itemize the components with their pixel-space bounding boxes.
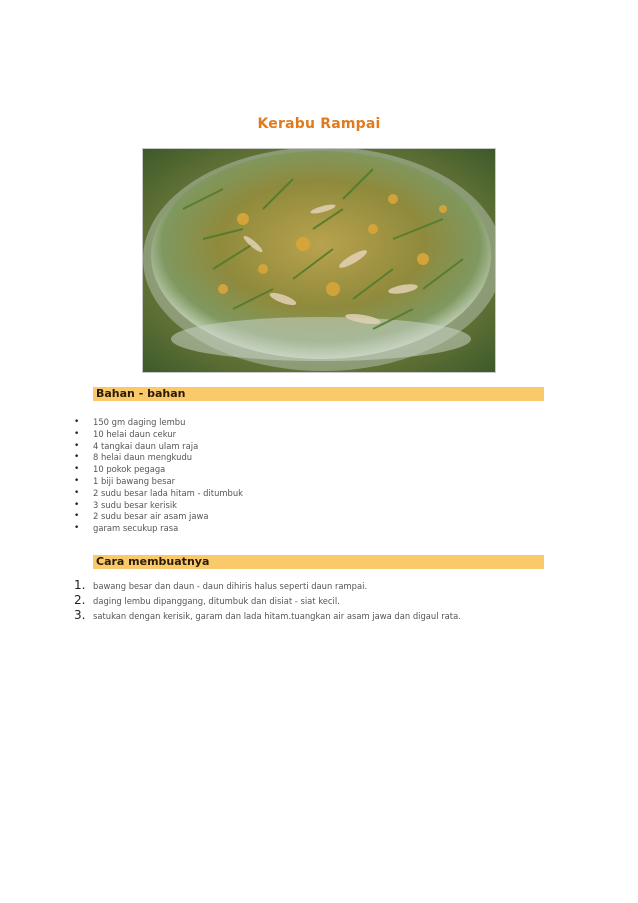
ingredients-heading: Bahan - bahan <box>93 387 544 401</box>
bullet-icon: • <box>74 440 80 451</box>
step-text: bawang besar dan daun - daun dihiris halus seperti daun rampai. <box>93 581 368 591</box>
page-title: Kerabu Rampai <box>257 116 381 132</box>
bullet-icon: • <box>74 523 80 534</box>
bullet-icon: • <box>74 464 80 475</box>
step-number: 2. <box>74 593 86 607</box>
step-text: daging lembu dipanggang, ditumbuk dan disiat - siat kecil. <box>93 596 340 606</box>
method-heading: Cara membuatnya <box>93 555 544 569</box>
bullet-icon: • <box>74 417 80 427</box>
bullet-icon: • <box>74 511 80 522</box>
kerabu-photo <box>142 148 496 373</box>
bullet-icon: • <box>74 487 80 498</box>
step-number: 3. <box>74 608 86 622</box>
step-number: 1. <box>74 578 86 592</box>
bullet-icon: • <box>74 428 80 439</box>
step-text: satukan dengan kerisik, garam dan lada hitam.tuangkan air asam jawa dan digaul rata. <box>93 611 461 621</box>
bullet-icon: • <box>74 452 80 463</box>
bullet-icon: • <box>74 475 80 486</box>
bullet-icon: • <box>74 499 80 510</box>
